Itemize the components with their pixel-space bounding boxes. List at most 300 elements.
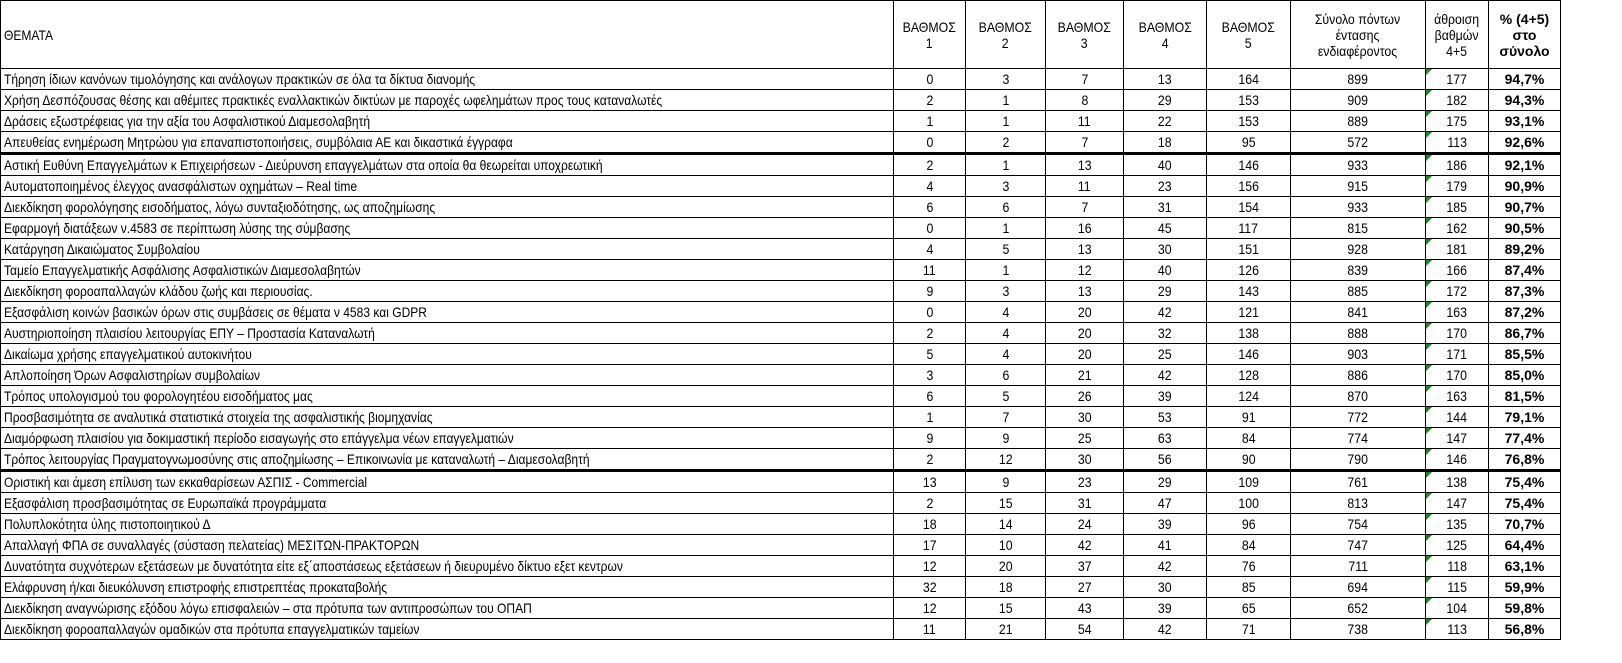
topic-cell[interactable]: Ελάφρυνση ή/και διευκόλυνση επιστροφής επιστρεπτέας προκαταβολής <box>1 577 894 598</box>
grade-1-cell[interactable]: 0 <box>894 218 966 239</box>
grade-2-cell[interactable]: 3 <box>966 69 1046 90</box>
table-row <box>1 260 1561 281</box>
grade-3-cell[interactable]: 20 <box>1046 302 1124 323</box>
topic-cell[interactable]: Απλοποίηση Όρων Ασφαλιστηρίων συμβολαίων <box>1 365 894 386</box>
sum-4-5-cell[interactable]: 118 <box>1426 556 1489 577</box>
grade-2-cell[interactable]: 5 <box>966 239 1046 260</box>
topic-cell[interactable]: Απευθείας ενημέρωση Μητρώου για επαναπιστοποιήσεις, συμβόλαια ΑΕ και δικαστικά έγγραφα <box>1 132 894 154</box>
sum-4-5-cell[interactable]: 170 <box>1426 365 1489 386</box>
topic-cell[interactable]: Απαλλαγή ΦΠΑ σε συναλλαγές (σύσταση πελατείας) ΜΕΣΙΤΩΝ-ΠΡΑΚΤΟΡΩΝ <box>1 535 894 556</box>
grade-1-cell[interactable]: 4 <box>894 239 966 260</box>
header-grade-1[interactable]: ΒΑΘΜΟΣ 1 <box>894 1 966 69</box>
grade-1-cell[interactable]: 0 <box>894 132 966 154</box>
grade-4-cell[interactable]: 32 <box>1124 323 1207 344</box>
grade-2-cell[interactable]: 12 <box>966 449 1046 471</box>
percent-cell[interactable]: 87,4% <box>1489 260 1561 281</box>
header-row <box>1 1 1561 69</box>
table-row <box>1 514 1561 535</box>
grade-1-cell[interactable]: 2 <box>894 154 966 176</box>
percent-cell[interactable]: 59,8% <box>1489 598 1561 619</box>
table-row <box>1 154 1561 176</box>
grade-5-cell[interactable]: 143 <box>1207 281 1291 302</box>
grade-5-cell[interactable]: 121 <box>1207 302 1291 323</box>
grade-4-cell[interactable]: 40 <box>1124 260 1207 281</box>
grade-4-cell[interactable]: 53 <box>1124 407 1207 428</box>
grade-2-cell[interactable]: 21 <box>966 619 1046 640</box>
table-row <box>1 471 1561 493</box>
grade-5-cell[interactable]: 153 <box>1207 90 1291 111</box>
grade-5-cell[interactable]: 156 <box>1207 176 1291 197</box>
sum-4-5-cell[interactable]: 113 <box>1426 132 1489 154</box>
percent-cell[interactable]: 94,7% <box>1489 69 1561 90</box>
grade-2-cell[interactable]: 3 <box>966 176 1046 197</box>
grade-4-cell[interactable]: 41 <box>1124 535 1207 556</box>
sum-4-5-cell[interactable]: 144 <box>1426 407 1489 428</box>
header-grade-2[interactable]: ΒΑΘΜΟΣ 2 <box>966 1 1046 69</box>
grade-5-cell[interactable]: 76 <box>1207 556 1291 577</box>
grade-2-cell[interactable]: 1 <box>966 218 1046 239</box>
table-row <box>1 90 1561 111</box>
topic-cell[interactable]: Εξασφάλιση προσβασιμότητας σε Ευρωπαϊκά προγράμματα <box>1 493 894 514</box>
grade-2-cell[interactable]: 14 <box>966 514 1046 535</box>
sum-4-5-cell[interactable]: 138 <box>1426 471 1489 493</box>
grade-1-cell[interactable]: 4 <box>894 176 966 197</box>
grade-3-cell[interactable]: 11 <box>1046 176 1124 197</box>
grade-4-cell[interactable]: 30 <box>1124 239 1207 260</box>
grade-2-cell[interactable]: 2 <box>966 132 1046 154</box>
formula-warning-indicator-icon <box>1426 155 1432 161</box>
grade-4-cell[interactable]: 42 <box>1124 556 1207 577</box>
topic-cell[interactable]: Αυστηριοποίηση πλαισίου λειτουργίας ΕΠΥ – Προστασία Καταναλωτή <box>1 323 894 344</box>
grade-1-cell[interactable]: 0 <box>894 302 966 323</box>
grade-3-cell[interactable]: 7 <box>1046 132 1124 154</box>
grade-4-cell[interactable]: 42 <box>1124 302 1207 323</box>
percent-cell[interactable]: 59,9% <box>1489 577 1561 598</box>
sum-4-5-cell[interactable]: 113 <box>1426 619 1489 640</box>
grade-2-cell[interactable]: 18 <box>966 577 1046 598</box>
percent-cell[interactable]: 76,8% <box>1489 449 1561 471</box>
grade-3-cell[interactable]: 23 <box>1046 471 1124 493</box>
formula-warning-indicator-icon <box>1426 619 1432 625</box>
grade-4-cell[interactable]: 18 <box>1124 132 1207 154</box>
formula-warning-indicator-icon <box>1426 90 1432 96</box>
grade-4-cell[interactable]: 23 <box>1124 176 1207 197</box>
grade-3-cell[interactable]: 43 <box>1046 598 1124 619</box>
grade-5-cell[interactable]: 71 <box>1207 619 1291 640</box>
table-row <box>1 598 1561 619</box>
sum-4-5-cell[interactable]: 170 <box>1426 323 1489 344</box>
topic-cell[interactable]: Δράσεις εξωστρέφειας για την αξία του Ασφαλιστικού Διαμεσολαβητή <box>1 111 894 132</box>
sum-4-5-cell[interactable]: 125 <box>1426 535 1489 556</box>
topic-cell[interactable]: Αστική Ευθύνη Επαγγελμάτων κ Επιχειρήσεων - Διεύρυνση επαγγελμάτων στα οποία θα θεωρείται υποχρεωτική <box>1 154 894 176</box>
topic-cell[interactable]: Προσβασιμότητα σε αναλυτικά στατιστικά στοιχεία της ασφαλιστικής βιομηχανίας <box>1 407 894 428</box>
grade-2-cell[interactable]: 9 <box>966 471 1046 493</box>
grade-4-cell[interactable]: 40 <box>1124 154 1207 176</box>
percent-cell[interactable]: 70,7% <box>1489 514 1561 535</box>
table-row <box>1 577 1561 598</box>
percent-cell[interactable]: 90,5% <box>1489 218 1561 239</box>
table-row <box>1 281 1561 302</box>
sum-4-5-cell[interactable]: 135 <box>1426 514 1489 535</box>
table-row <box>1 176 1561 197</box>
table-row <box>1 365 1561 386</box>
total-points-cell[interactable]: 870 <box>1291 386 1426 407</box>
grade-4-cell[interactable]: 42 <box>1124 365 1207 386</box>
table-row <box>1 69 1561 90</box>
topic-cell[interactable]: Κατάργηση Δικαιώματος Συμβολαίου <box>1 239 894 260</box>
sum-4-5-cell[interactable]: 163 <box>1426 302 1489 323</box>
table-row <box>1 407 1561 428</box>
percent-cell[interactable]: 75,4% <box>1489 493 1561 514</box>
grade-1-cell[interactable]: 2 <box>894 323 966 344</box>
grade-1-cell[interactable]: 13 <box>894 471 966 493</box>
grade-5-cell[interactable]: 84 <box>1207 535 1291 556</box>
formula-warning-indicator-icon <box>1426 281 1432 287</box>
grade-3-cell[interactable]: 20 <box>1046 344 1124 365</box>
topic-cell[interactable]: Πολυπλοκότητα ύλης πιστοποιητικού Δ <box>1 514 894 535</box>
total-points-cell[interactable]: 928 <box>1291 239 1426 260</box>
topic-cell[interactable]: Διεκδίκηση φοροαπαλλαγών κλάδου ζωής και περιουσίας. <box>1 281 894 302</box>
topic-cell[interactable]: Διεκδίκηση αναγνώρισης εξόδου λόγω επισφαλειών – στα πρότυπα των αντιπροσώπων του ΟΠΑΠ <box>1 598 894 619</box>
percent-cell[interactable]: 90,7% <box>1489 197 1561 218</box>
grade-2-cell[interactable]: 15 <box>966 598 1046 619</box>
topic-cell[interactable]: Χρήση Δεσπόζουσας θέσης και αθέμιτες πρακτικές εναλλακτικών δικτύων με παροχές ωφελημάτων προς τους καταναλωτές <box>1 90 894 111</box>
total-points-cell[interactable]: 841 <box>1291 302 1426 323</box>
grade-5-cell[interactable]: 153 <box>1207 111 1291 132</box>
sum-4-5-cell[interactable]: 181 <box>1426 239 1489 260</box>
grade-1-cell[interactable]: 3 <box>894 365 966 386</box>
grade-1-cell[interactable]: 6 <box>894 386 966 407</box>
grade-4-cell[interactable]: 25 <box>1124 344 1207 365</box>
sum-4-5-cell[interactable]: 172 <box>1426 281 1489 302</box>
table-row <box>1 302 1561 323</box>
total-points-cell[interactable]: 903 <box>1291 344 1426 365</box>
percent-cell[interactable]: 87,2% <box>1489 302 1561 323</box>
grade-5-cell[interactable]: 126 <box>1207 260 1291 281</box>
grade-2-cell[interactable]: 15 <box>966 493 1046 514</box>
grade-2-cell[interactable]: 1 <box>966 90 1046 111</box>
grade-3-cell[interactable]: 25 <box>1046 428 1124 449</box>
formula-warning-indicator-icon <box>1426 386 1432 392</box>
sum-4-5-cell[interactable]: 171 <box>1426 344 1489 365</box>
sum-4-5-cell[interactable]: 147 <box>1426 493 1489 514</box>
percent-cell[interactable]: 81,5% <box>1489 386 1561 407</box>
grade-2-cell[interactable]: 1 <box>966 260 1046 281</box>
sum-4-5-cell[interactable]: 115 <box>1426 577 1489 598</box>
formula-warning-indicator-icon <box>1426 535 1432 541</box>
percent-cell[interactable]: 90,9% <box>1489 176 1561 197</box>
sum-4-5-cell[interactable]: 179 <box>1426 176 1489 197</box>
grade-4-cell[interactable]: 39 <box>1124 514 1207 535</box>
grade-1-cell[interactable]: 9 <box>894 428 966 449</box>
total-points-cell[interactable]: 815 <box>1291 218 1426 239</box>
percent-cell[interactable]: 56,8% <box>1489 619 1561 640</box>
sum-4-5-cell[interactable]: 166 <box>1426 260 1489 281</box>
topic-cell[interactable]: Οριστική και άμεση επίλυση των εκκαθαρίσεων ΑΣΠΙΣ - Commercial <box>1 471 894 493</box>
header-grade-4[interactable]: ΒΑΘΜΟΣ 4 <box>1124 1 1207 69</box>
topic-cell[interactable]: Διεκδίκηση φοροαπαλλαγών ομαδικών στα πρότυπα επαγγελματικών ταμείων <box>1 619 894 640</box>
grade-3-cell[interactable]: 20 <box>1046 323 1124 344</box>
topic-cell[interactable]: Δικαίωμα χρήσης επαγγελματικού αυτοκινήτου <box>1 344 894 365</box>
formula-warning-indicator-icon <box>1426 218 1432 224</box>
grade-2-cell[interactable]: 9 <box>966 428 1046 449</box>
grade-4-cell[interactable]: 30 <box>1124 577 1207 598</box>
formula-warning-indicator-icon <box>1426 365 1432 371</box>
topic-cell[interactable]: Τρόπος λειτουργίας Πραγματογνωμοσύνης στις αποζημίωσης – Επικοινωνία με καταναλωτή – Διαμεσολαβητή <box>1 449 894 471</box>
grade-2-cell[interactable]: 20 <box>966 556 1046 577</box>
grade-5-cell[interactable]: 124 <box>1207 386 1291 407</box>
grade-2-cell[interactable]: 4 <box>966 302 1046 323</box>
grade-4-cell[interactable]: 47 <box>1124 493 1207 514</box>
total-points-cell[interactable]: 909 <box>1291 90 1426 111</box>
grade-5-cell[interactable]: 95 <box>1207 132 1291 154</box>
grade-4-cell[interactable]: 29 <box>1124 471 1207 493</box>
table-row <box>1 218 1561 239</box>
total-points-cell[interactable]: 839 <box>1291 260 1426 281</box>
grade-1-cell[interactable]: 18 <box>894 514 966 535</box>
sum-4-5-cell[interactable]: 186 <box>1426 154 1489 176</box>
table-row <box>1 535 1561 556</box>
grade-3-cell[interactable]: 27 <box>1046 577 1124 598</box>
grade-5-cell[interactable]: 164 <box>1207 69 1291 90</box>
total-points-cell[interactable]: 889 <box>1291 111 1426 132</box>
formula-warning-indicator-icon <box>1426 428 1432 434</box>
grade-5-cell[interactable]: 91 <box>1207 407 1291 428</box>
grade-3-cell[interactable]: 11 <box>1046 111 1124 132</box>
header-sum-4-5[interactable]: άθροιση βαθμών 4+5 <box>1426 1 1489 69</box>
grade-4-cell[interactable]: 39 <box>1124 598 1207 619</box>
grade-2-cell[interactable]: 6 <box>966 197 1046 218</box>
table-row <box>1 493 1561 514</box>
grade-5-cell[interactable]: 151 <box>1207 239 1291 260</box>
grade-3-cell[interactable]: 24 <box>1046 514 1124 535</box>
total-points-cell[interactable]: 694 <box>1291 577 1426 598</box>
grade-2-cell[interactable]: 4 <box>966 323 1046 344</box>
formula-warning-indicator-icon <box>1426 449 1432 455</box>
header-topics[interactable]: ΘΕΜΑΤΑ <box>1 1 894 69</box>
total-points-cell[interactable]: 652 <box>1291 598 1426 619</box>
formula-warning-indicator-icon <box>1426 514 1432 520</box>
table-row <box>1 449 1561 471</box>
grade-3-cell[interactable]: 12 <box>1046 260 1124 281</box>
sum-4-5-cell[interactable]: 185 <box>1426 197 1489 218</box>
grade-4-cell[interactable]: 29 <box>1124 90 1207 111</box>
grade-4-cell[interactable]: 22 <box>1124 111 1207 132</box>
topic-cell[interactable]: Δυνατότητα συχνότερων εξετάσεων με δυνατότητα είτε εξ΄αποστάσεως εξετάσεων ή διευρυμένο δίκτυο εξετ κεντρων <box>1 556 894 577</box>
grade-5-cell[interactable]: 109 <box>1207 471 1291 493</box>
grade-1-cell[interactable]: 11 <box>894 619 966 640</box>
formula-warning-indicator-icon <box>1426 176 1432 182</box>
grade-3-cell[interactable]: 7 <box>1046 69 1124 90</box>
total-points-cell[interactable]: 933 <box>1291 154 1426 176</box>
grade-5-cell[interactable]: 146 <box>1207 344 1291 365</box>
grade-5-cell[interactable]: 117 <box>1207 218 1291 239</box>
grade-2-cell[interactable]: 1 <box>966 111 1046 132</box>
table-row <box>1 619 1561 640</box>
grade-4-cell[interactable]: 13 <box>1124 69 1207 90</box>
percent-cell[interactable]: 85,5% <box>1489 344 1561 365</box>
formula-warning-indicator-icon <box>1426 556 1432 562</box>
percent-cell[interactable]: 89,2% <box>1489 239 1561 260</box>
sum-4-5-cell[interactable]: 147 <box>1426 428 1489 449</box>
total-points-cell[interactable]: 572 <box>1291 132 1426 154</box>
grade-1-cell[interactable]: 1 <box>894 407 966 428</box>
sum-4-5-cell[interactable]: 177 <box>1426 69 1489 90</box>
percent-cell[interactable]: 85,0% <box>1489 365 1561 386</box>
grade-5-cell[interactable]: 90 <box>1207 449 1291 471</box>
percent-cell[interactable]: 94,3% <box>1489 90 1561 111</box>
formula-warning-indicator-icon <box>1426 323 1432 329</box>
grade-3-cell[interactable]: 30 <box>1046 449 1124 471</box>
grade-2-cell[interactable]: 1 <box>966 154 1046 176</box>
grade-3-cell[interactable]: 54 <box>1046 619 1124 640</box>
grade-4-cell[interactable]: 63 <box>1124 428 1207 449</box>
grade-3-cell[interactable]: 16 <box>1046 218 1124 239</box>
grade-1-cell[interactable]: 32 <box>894 577 966 598</box>
formula-warning-indicator-icon <box>1426 132 1432 138</box>
percent-cell[interactable]: 93,1% <box>1489 111 1561 132</box>
grade-3-cell[interactable]: 21 <box>1046 365 1124 386</box>
total-points-cell[interactable]: 813 <box>1291 493 1426 514</box>
grade-1-cell[interactable]: 9 <box>894 281 966 302</box>
grade-3-cell[interactable]: 37 <box>1046 556 1124 577</box>
total-points-cell[interactable]: 774 <box>1291 428 1426 449</box>
table-row <box>1 132 1561 154</box>
grade-4-cell[interactable]: 45 <box>1124 218 1207 239</box>
topic-cell[interactable]: Τρόπος υπολογισμού του φορολογητέου εισοδήματος μας <box>1 386 894 407</box>
grade-2-cell[interactable]: 7 <box>966 407 1046 428</box>
total-points-cell[interactable]: 888 <box>1291 323 1426 344</box>
grade-1-cell[interactable]: 2 <box>894 493 966 514</box>
grade-1-cell[interactable]: 5 <box>894 344 966 365</box>
total-points-cell[interactable]: 915 <box>1291 176 1426 197</box>
formula-warning-indicator-icon <box>1426 407 1432 413</box>
total-points-cell[interactable]: 711 <box>1291 556 1426 577</box>
sum-4-5-cell[interactable]: 175 <box>1426 111 1489 132</box>
sum-4-5-cell[interactable]: 182 <box>1426 90 1489 111</box>
percent-cell[interactable]: 63,1% <box>1489 556 1561 577</box>
sum-4-5-cell[interactable]: 146 <box>1426 449 1489 471</box>
percent-cell[interactable]: 87,3% <box>1489 281 1561 302</box>
topic-cell[interactable]: Διεκδίκηση φορολόγησης εισοδήματος, λόγω συνταξιοδότησης, ως αποζημίωσης <box>1 197 894 218</box>
total-points-cell[interactable]: 933 <box>1291 197 1426 218</box>
grade-1-cell[interactable]: 6 <box>894 197 966 218</box>
grade-4-cell[interactable]: 31 <box>1124 197 1207 218</box>
table-row <box>1 239 1561 260</box>
sum-4-5-cell[interactable]: 163 <box>1426 386 1489 407</box>
formula-warning-indicator-icon <box>1426 260 1432 266</box>
grade-3-cell[interactable]: 13 <box>1046 239 1124 260</box>
grade-1-cell[interactable]: 17 <box>894 535 966 556</box>
topic-cell[interactable]: Εφαρμογή διατάξεων ν.4583 σε περίπτωση λύσης της σύμβασης <box>1 218 894 239</box>
grade-4-cell[interactable]: 56 <box>1124 449 1207 471</box>
grade-5-cell[interactable]: 96 <box>1207 514 1291 535</box>
percent-cell[interactable]: 86,7% <box>1489 323 1561 344</box>
sum-4-5-cell[interactable]: 104 <box>1426 598 1489 619</box>
total-points-cell[interactable]: 899 <box>1291 69 1426 90</box>
percent-cell[interactable]: 77,4% <box>1489 428 1561 449</box>
grade-2-cell[interactable]: 4 <box>966 344 1046 365</box>
grade-2-cell[interactable]: 6 <box>966 365 1046 386</box>
percent-cell[interactable]: 92,1% <box>1489 154 1561 176</box>
grade-2-cell[interactable]: 10 <box>966 535 1046 556</box>
grade-4-cell[interactable]: 42 <box>1124 619 1207 640</box>
percent-cell[interactable]: 75,4% <box>1489 471 1561 493</box>
total-points-cell[interactable]: 754 <box>1291 514 1426 535</box>
formula-warning-indicator-icon <box>1426 472 1432 478</box>
grade-3-cell[interactable]: 31 <box>1046 493 1124 514</box>
header-percent-4-5[interactable]: % (4+5) στο σύνολο <box>1489 1 1561 69</box>
grade-3-cell[interactable]: 8 <box>1046 90 1124 111</box>
grade-4-cell[interactable]: 29 <box>1124 281 1207 302</box>
formula-warning-indicator-icon <box>1426 493 1432 499</box>
formula-warning-indicator-icon <box>1426 598 1432 604</box>
grade-1-cell[interactable]: 0 <box>894 69 966 90</box>
formula-warning-indicator-icon <box>1426 577 1432 583</box>
grade-2-cell[interactable]: 5 <box>966 386 1046 407</box>
grade-3-cell[interactable]: 7 <box>1046 197 1124 218</box>
grade-5-cell[interactable]: 84 <box>1207 428 1291 449</box>
total-points-cell[interactable]: 772 <box>1291 407 1426 428</box>
grade-3-cell[interactable]: 42 <box>1046 535 1124 556</box>
table-row <box>1 344 1561 365</box>
topic-cell[interactable]: Ταμείο Επαγγελματικής Ασφάλισης Ασφαλιστικών Διαμεσολαβητών <box>1 260 894 281</box>
header-total-points[interactable]: Σύνολο πόντων έντασης ενδιαφέροντος <box>1291 1 1426 69</box>
total-points-cell[interactable]: 761 <box>1291 471 1426 493</box>
table-row <box>1 111 1561 132</box>
topic-cell[interactable]: Τήρηση ίδιων κανόνων τιμολόγησης και ανάλογων πρακτικών σε όλα τα δίκτυα διανομής <box>1 69 894 90</box>
sum-4-5-cell[interactable]: 162 <box>1426 218 1489 239</box>
grade-1-cell[interactable]: 2 <box>894 90 966 111</box>
grade-5-cell[interactable]: 65 <box>1207 598 1291 619</box>
grade-3-cell[interactable]: 30 <box>1046 407 1124 428</box>
formula-warning-indicator-icon <box>1426 239 1432 245</box>
total-points-cell[interactable]: 747 <box>1291 535 1426 556</box>
grade-5-cell[interactable]: 100 <box>1207 493 1291 514</box>
grade-3-cell[interactable]: 13 <box>1046 281 1124 302</box>
grade-5-cell[interactable]: 128 <box>1207 365 1291 386</box>
percent-cell[interactable]: 79,1% <box>1489 407 1561 428</box>
total-points-cell[interactable]: 886 <box>1291 365 1426 386</box>
grade-1-cell[interactable]: 11 <box>894 260 966 281</box>
grade-3-cell[interactable]: 13 <box>1046 154 1124 176</box>
header-grade-3[interactable]: ΒΑΘΜΟΣ 3 <box>1046 1 1124 69</box>
grade-1-cell[interactable]: 2 <box>894 449 966 471</box>
total-points-cell[interactable]: 790 <box>1291 449 1426 471</box>
grade-1-cell[interactable]: 12 <box>894 598 966 619</box>
grade-4-cell[interactable]: 39 <box>1124 386 1207 407</box>
grade-5-cell[interactable]: 154 <box>1207 197 1291 218</box>
topic-cell[interactable]: Εξασφάλιση κοινών βασικών όρων στις συμβάσεις σε θέματα ν 4583 και GDPR <box>1 302 894 323</box>
grade-3-cell[interactable]: 26 <box>1046 386 1124 407</box>
grade-1-cell[interactable]: 1 <box>894 111 966 132</box>
topic-cell[interactable]: Αυτοματοποιημένος έλεγχος ανασφάλιστων οχημάτων – Real time <box>1 176 894 197</box>
grade-2-cell[interactable]: 3 <box>966 281 1046 302</box>
grade-5-cell[interactable]: 138 <box>1207 323 1291 344</box>
percent-cell[interactable]: 92,6% <box>1489 132 1561 154</box>
total-points-cell[interactable]: 738 <box>1291 619 1426 640</box>
grade-5-cell[interactable]: 146 <box>1207 154 1291 176</box>
table-row <box>1 428 1561 449</box>
topic-cell[interactable]: Διαμόρφωση πλαισίου για δοκιμαστική περίοδο εισαγωγής στο επάγγελμα νέων επαγγελματιών <box>1 428 894 449</box>
total-points-cell[interactable]: 885 <box>1291 281 1426 302</box>
grade-1-cell[interactable]: 12 <box>894 556 966 577</box>
grade-5-cell[interactable]: 85 <box>1207 577 1291 598</box>
formula-warning-indicator-icon <box>1426 302 1432 308</box>
header-grade-5[interactable]: ΒΑΘΜΟΣ 5 <box>1207 1 1291 69</box>
percent-cell[interactable]: 64,4% <box>1489 535 1561 556</box>
table-row <box>1 386 1561 407</box>
